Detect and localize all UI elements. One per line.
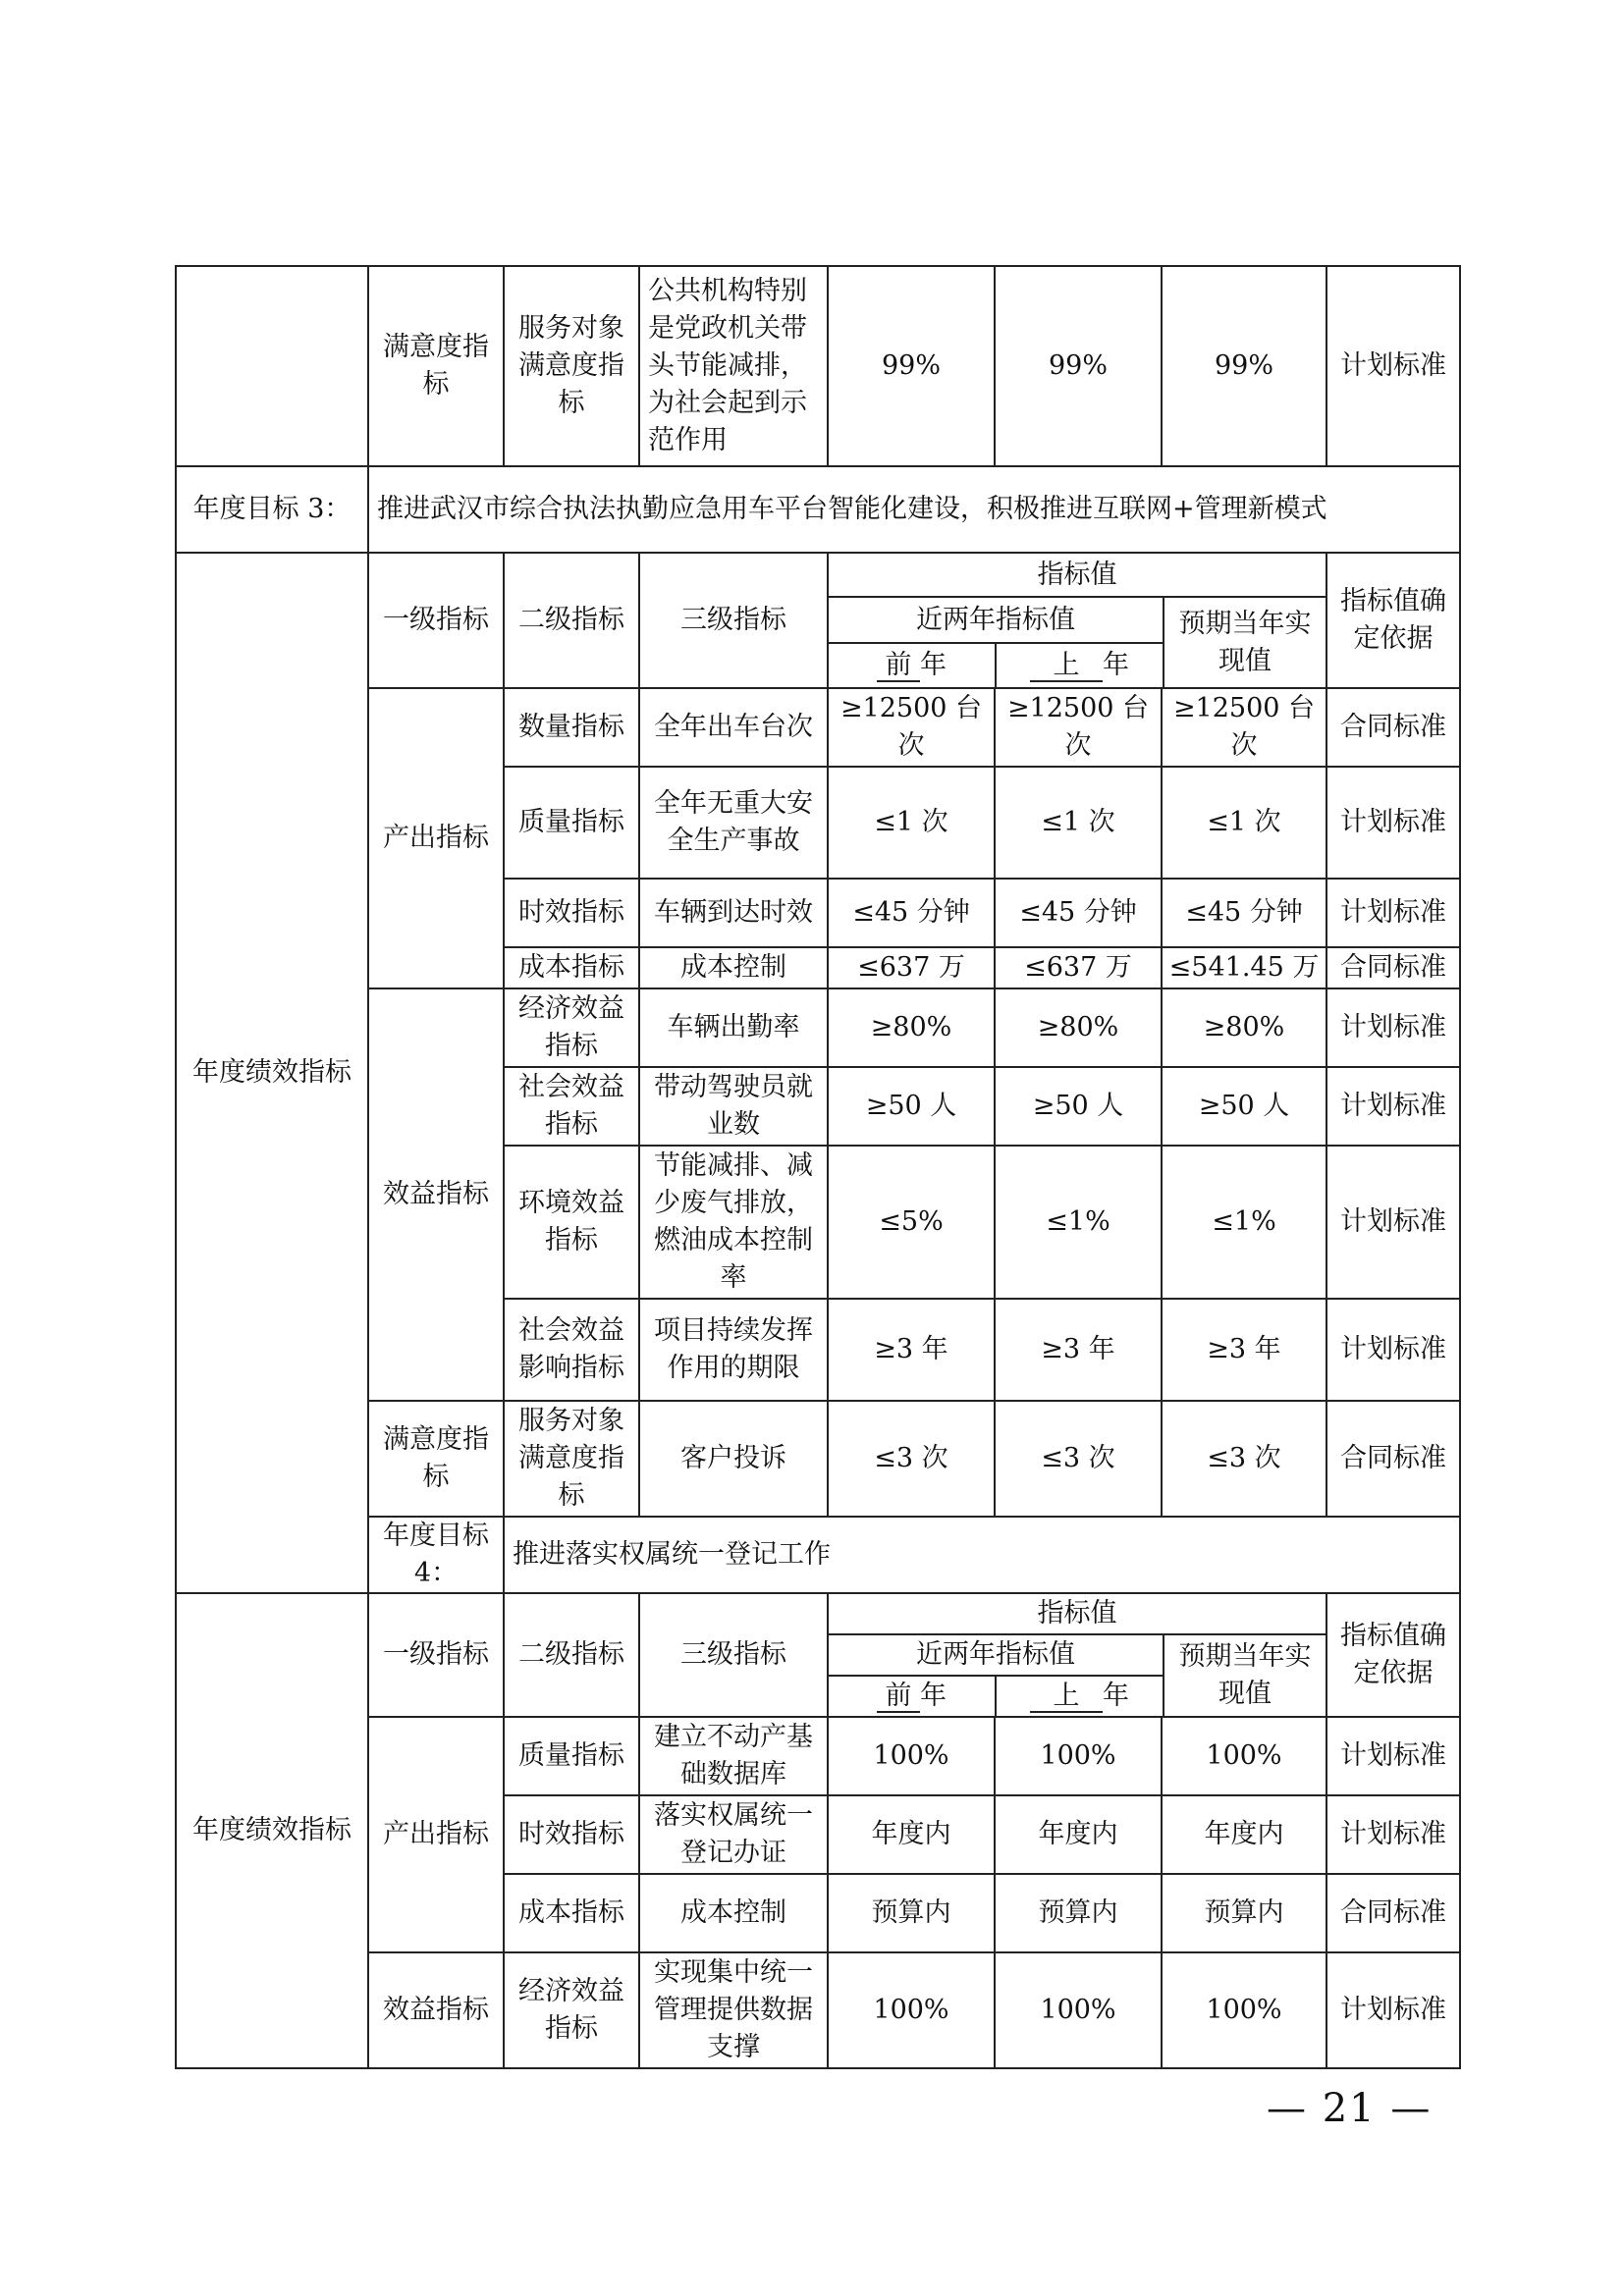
goal-row (176, 1517, 1460, 1593)
basis-cell: 计划标准 (1326, 1299, 1460, 1401)
satisfaction-label: 满意度指标 (368, 1401, 504, 1517)
performance-table (175, 265, 1461, 2069)
value-last-cell: ≥50 人 (995, 1067, 1162, 1146)
page-number: — 21 — (1267, 2086, 1433, 2131)
level2-cell: 成本指标 (504, 947, 639, 988)
basis-cell: 合同标准 (1326, 1401, 1460, 1517)
value-prev-cell: ≤637 万 (828, 947, 995, 988)
table-row (176, 1717, 1460, 1795)
table-row (176, 1952, 1460, 2068)
value-last-cell: ≥80% (995, 988, 1162, 1067)
goal-text: 推进落实权属统一登记工作 (504, 1517, 1460, 1593)
value-last-cell: 年度内 (995, 1795, 1162, 1874)
goal-label: 年度目标 4： (368, 1517, 504, 1593)
value-last-cell: ≥12500 台次 (995, 688, 1162, 767)
value-expected-cell: ≤1% (1162, 1146, 1326, 1299)
value-prev-cell: ≤45 分钟 (828, 879, 995, 947)
level2-cell: 成本指标 (504, 1874, 639, 1952)
level2-cell: 质量指标 (504, 1717, 639, 1795)
header-expected: 预期当年实现值 (1178, 608, 1312, 676)
value-expected-cell: 100% (1162, 1717, 1326, 1795)
basis-cell: 计划标准 (1326, 1146, 1460, 1299)
value-prev-cell: 年度内 (828, 1795, 995, 1874)
level2-cell: 数量指标 (504, 688, 639, 767)
value-prev-cell: 100% (828, 1717, 995, 1795)
value-expected-cell: 99% (1162, 266, 1326, 466)
goal-text: 推进武汉市综合执法执勤应急用车平台智能化建设，积极推进互联网+管理新模式 (368, 466, 1460, 553)
value-last-cell: 100% (995, 1952, 1162, 2068)
header-prev-year: 前 年 (829, 1677, 997, 1716)
level3-cell: 车辆出勤率 (639, 988, 828, 1067)
level2-cell: 经济效益指标 (504, 988, 639, 1067)
header-last-year: 上 年 (997, 1677, 1163, 1716)
level3-cell: 成本控制 (639, 1874, 828, 1952)
header-value-group (828, 1593, 1326, 1717)
level3-cell: 建立不动产基础数据库 (639, 1717, 828, 1795)
header-value: 指标值 (829, 1594, 1326, 1635)
level2-cell: 质量指标 (504, 767, 639, 879)
level2-cell: 服务对象满意度指标 (504, 266, 639, 466)
blank-cell (176, 266, 368, 466)
level2-cell: 服务对象满意度指标 (504, 1401, 639, 1517)
value-expected-cell: ≥12500 台次 (1162, 688, 1326, 767)
value-last-cell: 预算内 (995, 1874, 1162, 1952)
value-prev-cell: 100% (828, 1952, 995, 2068)
output-label: 产出指标 (368, 1717, 504, 1952)
value-prev-cell: ≥50 人 (828, 1067, 995, 1146)
header-level3: 三级指标 (639, 1593, 828, 1717)
basis-cell: 计划标准 (1326, 266, 1460, 466)
basis-cell: 计划标准 (1326, 988, 1460, 1067)
basis-cell: 计划标准 (1326, 1717, 1460, 1795)
value-expected-cell: ≤541.45 万 (1162, 947, 1326, 988)
header-basis: 指标值确定依据 (1326, 1593, 1460, 1717)
header-level2: 二级指标 (504, 553, 639, 688)
value-last-cell: 99% (995, 266, 1162, 466)
header-level1: 一级指标 (368, 553, 504, 688)
basis-cell: 计划标准 (1326, 1067, 1460, 1146)
value-last-cell: ≤1 次 (995, 767, 1162, 879)
level3-cell: 客户投诉 (639, 1401, 828, 1517)
value-expected-cell: ≤1 次 (1162, 767, 1326, 879)
header-row (176, 553, 1460, 688)
level2-cell: 环境效益指标 (504, 1146, 639, 1299)
level2-cell: 时效指标 (504, 879, 639, 947)
benefit-label: 效益指标 (368, 1952, 504, 2068)
level3-cell: 车辆到达时效 (639, 879, 828, 947)
value-expected-cell: ≥80% (1162, 988, 1326, 1067)
value-prev-cell: ≤1 次 (828, 767, 995, 879)
header-value: 指标值 (829, 554, 1326, 598)
level2-cell: 时效指标 (504, 1795, 639, 1874)
header-level1: 一级指标 (368, 1593, 504, 1717)
goal-label: 年度目标 3： (176, 466, 368, 553)
basis-cell: 计划标准 (1326, 767, 1460, 879)
level3-cell: 全年出车台次 (639, 688, 828, 767)
value-expected-cell: 100% (1162, 1952, 1326, 2068)
benefit-label: 效益指标 (368, 988, 504, 1401)
goal-row (176, 466, 1460, 553)
table-row (176, 1401, 1460, 1517)
table-row (176, 688, 1460, 767)
basis-cell: 合同标准 (1326, 688, 1460, 767)
value-expected-cell: ≤45 分钟 (1162, 879, 1326, 947)
header-level2: 二级指标 (504, 1593, 639, 1717)
value-last-cell: ≤1% (995, 1146, 1162, 1299)
value-prev-cell: ≥3 年 (828, 1299, 995, 1401)
value-last-cell: 100% (995, 1717, 1162, 1795)
value-last-cell: ≤3 次 (995, 1401, 1162, 1517)
basis-cell: 合同标准 (1326, 1874, 1460, 1952)
level3-cell: 节能减排、减少废气排放，燃油成本控制率 (639, 1146, 828, 1299)
level3-cell: 成本控制 (639, 947, 828, 988)
basis-cell: 合同标准 (1326, 947, 1460, 988)
level2-cell: 社会效益影响指标 (504, 1299, 639, 1401)
value-expected-cell: 预算内 (1162, 1874, 1326, 1952)
value-prev-cell: 99% (828, 266, 995, 466)
level3-cell: 公共机构特别是党政机关带头节能减排，为社会起到示范作用 (639, 266, 828, 466)
table-row (176, 266, 1460, 466)
level3-cell: 项目持续发挥作用的期限 (639, 1299, 828, 1401)
value-expected-cell: ≥3 年 (1162, 1299, 1326, 1401)
basis-cell: 计划标准 (1326, 879, 1460, 947)
header-recent: 近两年指标值 (829, 598, 1163, 644)
header-basis: 指标值确定依据 (1326, 553, 1460, 688)
value-prev-cell: ≥80% (828, 988, 995, 1067)
value-expected-cell: ≤3 次 (1162, 1401, 1326, 1517)
basis-cell: 计划标准 (1326, 1795, 1460, 1874)
value-prev-cell: ≥12500 台次 (828, 688, 995, 767)
level3-cell: 实现集中统一管理提供数据支撑 (639, 1952, 828, 2068)
level2-cell: 社会效益指标 (504, 1067, 639, 1146)
basis-cell: 计划标准 (1326, 1952, 1460, 2068)
header-expected: 预期当年实现值 (1178, 1641, 1312, 1709)
value-last-cell: ≤45 分钟 (995, 879, 1162, 947)
header-level3: 三级指标 (639, 553, 828, 688)
header-recent: 近两年指标值 (829, 1635, 1163, 1677)
value-prev-cell: ≤5% (828, 1146, 995, 1299)
value-last-cell: ≥3 年 (995, 1299, 1162, 1401)
level3-cell: 全年无重大安全生产事故 (639, 767, 828, 879)
value-last-cell: ≤637 万 (995, 947, 1162, 988)
table-row (176, 988, 1460, 1067)
level3-cell: 带动驾驶员就业数 (639, 1067, 828, 1146)
perf-label: 年度绩效指标 (176, 1593, 368, 2068)
header-row (176, 1593, 1460, 1717)
header-prev-year: 前 年 (829, 644, 997, 687)
perf-label: 年度绩效指标 (176, 553, 368, 1593)
value-expected-cell: ≥50 人 (1162, 1067, 1326, 1146)
value-prev-cell: 预算内 (828, 1874, 995, 1952)
output-label: 产出指标 (368, 688, 504, 988)
header-value-group (828, 553, 1326, 688)
level2-cell: 经济效益指标 (504, 1952, 639, 2068)
level1-cell: 满意度指标 (368, 266, 504, 466)
value-prev-cell: ≤3 次 (828, 1401, 995, 1517)
level3-cell: 落实权属统一登记办证 (639, 1795, 828, 1874)
value-expected-cell: 年度内 (1162, 1795, 1326, 1874)
header-last-year: 上 年 (997, 644, 1163, 687)
